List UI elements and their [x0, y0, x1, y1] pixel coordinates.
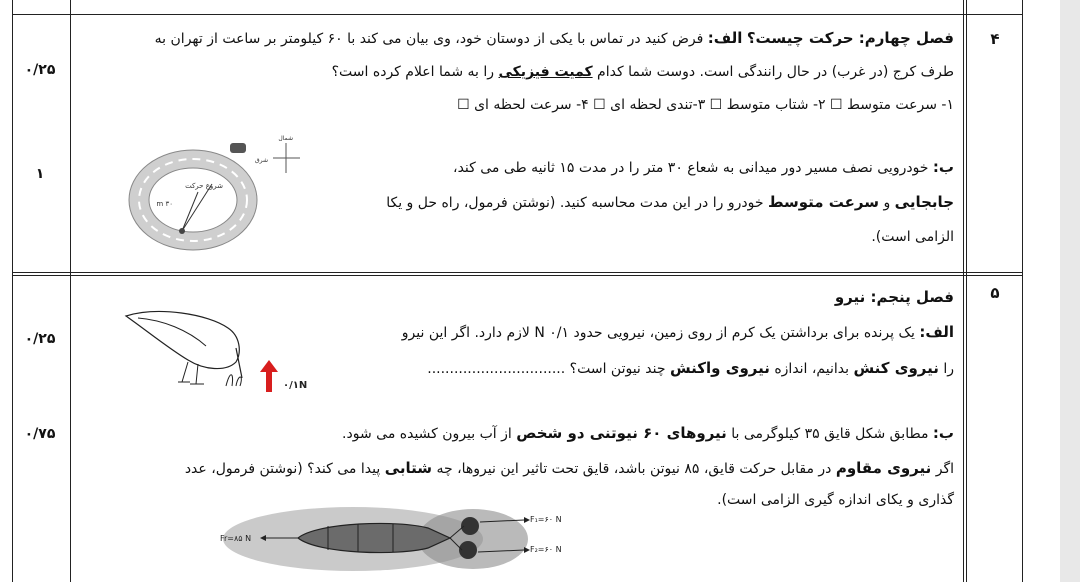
- fig-f1-label: F₁=۶۰ N: [530, 515, 562, 524]
- q4-alef-text-2c: را به شما اعلام کرده است؟: [331, 64, 495, 80]
- fig-f2-label: F₂=۶۰ N: [530, 545, 562, 554]
- table-border-right: [1022, 0, 1023, 582]
- q5-two-forces: نیروهای ۶۰ نیوتنی دو شخص: [516, 424, 727, 442]
- q5-resistive-force: نیروی مقاوم: [835, 459, 932, 477]
- fig-radius-label: ۳۰ m: [156, 200, 173, 208]
- q5-alef-score: ۰/۲۵: [24, 331, 56, 347]
- q4-average-velocity: سرعت متوسط: [767, 193, 879, 211]
- q5-alef-text-2c: بدانیم، اندازه: [774, 361, 849, 377]
- q5-alef-label: الف:: [919, 323, 954, 341]
- q4-title: فصل چهارم: حرکت چیست؟: [746, 29, 954, 47]
- bird-body: [126, 312, 239, 369]
- q5-be-text-1c: از آب بیرون کشیده می شود.: [342, 426, 512, 442]
- q5-title: فصل پنجم: نیرو: [834, 288, 954, 306]
- q4-alef-score: ۰/۲۵: [24, 62, 56, 78]
- q5-be-score: ۰/۷۵: [24, 426, 56, 442]
- q4-be-text-1: خودرویی نصف مسیر دور میدانی به شعاع ۳۰ متر را در مدت ۱۵ ثانیه طی می کند،: [453, 160, 929, 176]
- q4-physical-quantity: کمیت فیزیکی: [498, 64, 593, 80]
- table-border-left: [12, 0, 13, 582]
- q5-acceleration: شتابی: [384, 459, 433, 477]
- q5-alef-text-2e: چند نیوتن است؟: [569, 361, 666, 377]
- q5-title-line: [654, 287, 954, 309]
- fig-fr-label: Fr=۸۵ N: [220, 534, 252, 543]
- question-5-number: ۵: [990, 284, 1000, 302]
- q5-bird-figure: [118, 300, 318, 400]
- table-border-score: [70, 0, 71, 582]
- q5-be-text-2c: در مقابل حرکت قایق، ۸۵ نیوتن باشد، قایق تحت تاثیر این نیروها، چه: [436, 461, 832, 477]
- q5-reaction-force: نیروی واکنش: [669, 359, 770, 377]
- q4-be-text-2d: خودرو را در این مدت محاسبه کنید. (نوشتن فرمول، راه حل و یکا: [386, 195, 764, 211]
- q5-be-line-3: گذاری و یکای اندازه گیری الزامی است).: [717, 492, 954, 508]
- q5-be-label: ب:: [932, 424, 954, 442]
- q5-answer-blank[interactable]: ...............................: [427, 361, 566, 377]
- q4-be-label: ب:: [932, 158, 954, 176]
- q4-be-line-3: الزامی است).: [871, 229, 954, 245]
- q4-be-line-1: [354, 157, 954, 179]
- q4-options: ۱- سرعت متوسط ☐ ۲- شتاب متوسط ☐ ۳-تندی لحظه ای ☐ ۴- سرعت لحظه ای ☐: [457, 97, 954, 113]
- q4-track-figure: [118, 128, 308, 258]
- fig-force-label: ۰/۱N: [283, 380, 308, 391]
- row-divider: [12, 272, 1022, 273]
- start-point: [179, 228, 185, 234]
- q5-alef-text-2a: را: [943, 361, 954, 377]
- table-border-content-2: [966, 0, 967, 582]
- q5-boat-figure: [218, 494, 598, 582]
- header-bottom-border: [12, 14, 1022, 15]
- q5-be-text-1a: مطابق شکل قایق ۳۵ کیلوگرمی با: [731, 426, 929, 442]
- q5-alef-line-1: [294, 322, 954, 344]
- q4-alef-text-1: فرض کنید در تماس با یکی از دوستان خود، وی بیان می کند با ۶۰ کیلومتر بر ساعت از تهران به: [154, 31, 704, 47]
- fig-north-label: شمال: [278, 135, 293, 142]
- question-4-number: ۴: [990, 30, 1000, 48]
- q4-alef-line-2: [74, 62, 954, 83]
- q5-be-text-2e: پیدا می کند؟ (نوشتن فرمول، عدد: [184, 461, 381, 477]
- q5-action-force: نیروی کنش: [853, 359, 939, 377]
- fig-east-label: شرق: [255, 157, 268, 164]
- q4-alef-label: الف:: [707, 29, 743, 47]
- q5-alef-text-1: یک پرنده برای برداشتن یک کرم از روی زمین، نیرویی حدود N ۰/۱ لازم دارد. اگر این نیرو: [401, 325, 915, 341]
- q4-be-score: ۱: [35, 166, 45, 182]
- q5-alef-line-2: [294, 358, 954, 380]
- grass: [226, 375, 241, 386]
- table-border-content: [963, 0, 964, 582]
- q4-alef-text-2a: طرف کرج (در غرب) در حال رانندگی است. دوست شما کدام: [597, 64, 954, 80]
- q5-be-text-2a: اگر: [935, 461, 954, 477]
- q4-alef-line-1: [74, 28, 954, 50]
- fig-start-label: شروع حرکت: [185, 182, 223, 190]
- q5-be-line-2: [74, 458, 954, 480]
- page-edge: [1060, 0, 1080, 582]
- q4-displacement: جابجایی: [894, 193, 954, 211]
- q4-be-line-2: [334, 192, 954, 214]
- car-shape: [230, 143, 246, 153]
- q4-and: و: [883, 195, 891, 211]
- row-divider-2: [12, 275, 1022, 276]
- q5-be-line-1: [154, 423, 954, 445]
- force-arrow: [260, 360, 278, 392]
